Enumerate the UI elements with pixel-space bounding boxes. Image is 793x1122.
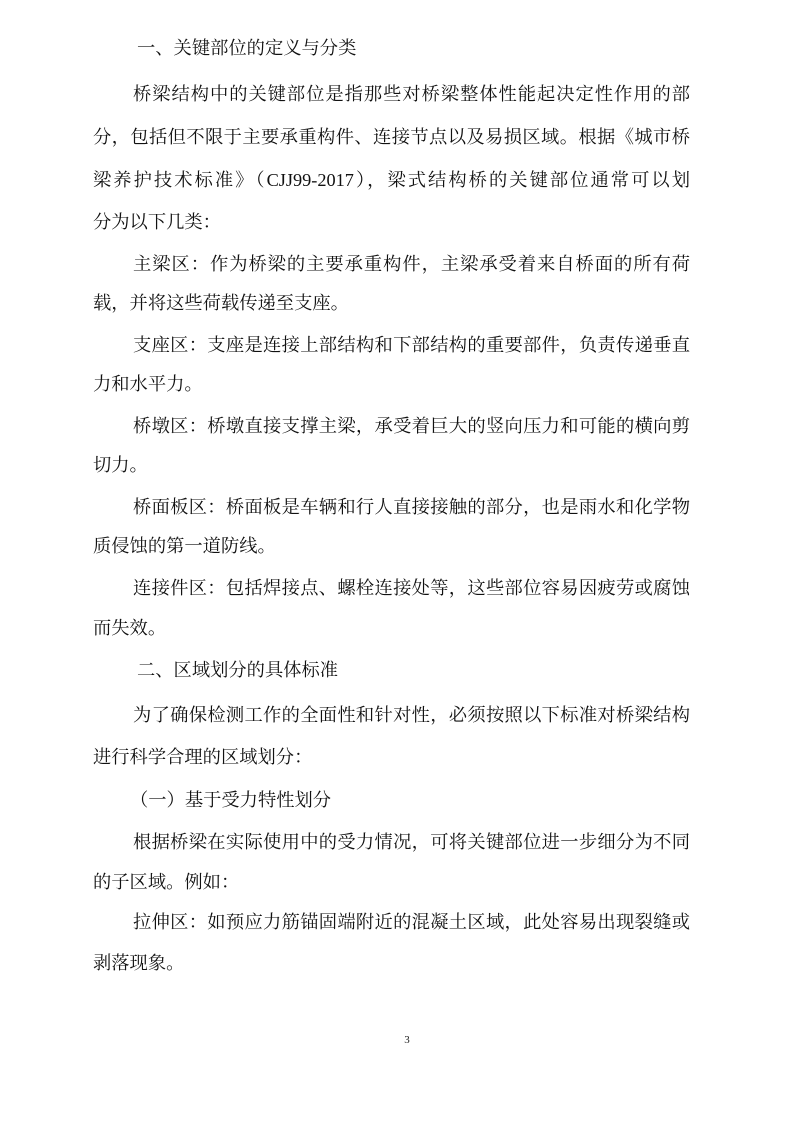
paragraph-line: 而失效。 <box>93 618 167 638</box>
paragraph-line: 剥落现象。 <box>93 953 185 973</box>
paragraph-line: 分，包括但不限于主要承重构件、连接节点以及易损区域。根据《城市桥 <box>93 127 690 147</box>
paragraph-line: 为了确保检测工作的全面性和针对性，必须按照以下标准对桥梁结构 <box>133 705 690 725</box>
paragraph-line: 切力。 <box>93 455 148 475</box>
section-heading: 二、区域划分的具体标准 <box>137 660 339 680</box>
section-heading: 一、关键部位的定义与分类 <box>137 38 357 58</box>
paragraph-line: 质侵蚀的第一道防线。 <box>93 536 276 556</box>
paragraph-line: 拉伸区：如预应力筋锚固端附近的混凝土区域，此处容易出现裂缝或 <box>133 912 690 932</box>
paragraph-line: 的子区域。例如： <box>93 872 240 892</box>
paragraph-line: 分为以下几类： <box>93 212 221 232</box>
paragraph-line: 进行科学合理的区域划分： <box>93 747 313 767</box>
paragraph-line: 力和水平力。 <box>93 374 203 394</box>
paragraph-line: 根据桥梁在实际使用中的受力情况，可将关键部位进一步细分为不同 <box>133 832 690 852</box>
paragraph-line: 桥梁结构中的关键部位是指那些对桥梁整体性能起决定性作用的部 <box>133 84 690 104</box>
paragraph-line: 梁养护技术标准》（CJJ99-2017），梁式结构桥的关键部位通常可以划 <box>93 170 690 190</box>
page-number: 3 <box>404 1034 410 1046</box>
paragraph-line: 支座区：支座是连接上部结构和下部结构的重要部件，负责传递垂直 <box>133 335 690 355</box>
paragraph-line: 主梁区：作为桥梁的主要承重构件，主梁承受着来自桥面的所有荷 <box>133 254 690 274</box>
paragraph-line: 载，并将这些荷载传递至支座。 <box>93 293 349 313</box>
paragraph-line: 桥墩区：桥墩直接支撑主梁，承受着巨大的竖向压力和可能的横向剪 <box>133 416 690 436</box>
paragraph-line: 连接件区：包括焊接点、螺栓连接处等，这些部位容易因疲劳或腐蚀 <box>133 578 690 598</box>
paragraph-line: 桥面板区：桥面板是车辆和行人直接接触的部分，也是雨水和化学物 <box>133 497 690 517</box>
subsection-heading: （一）基于受力特性划分 <box>130 790 332 810</box>
